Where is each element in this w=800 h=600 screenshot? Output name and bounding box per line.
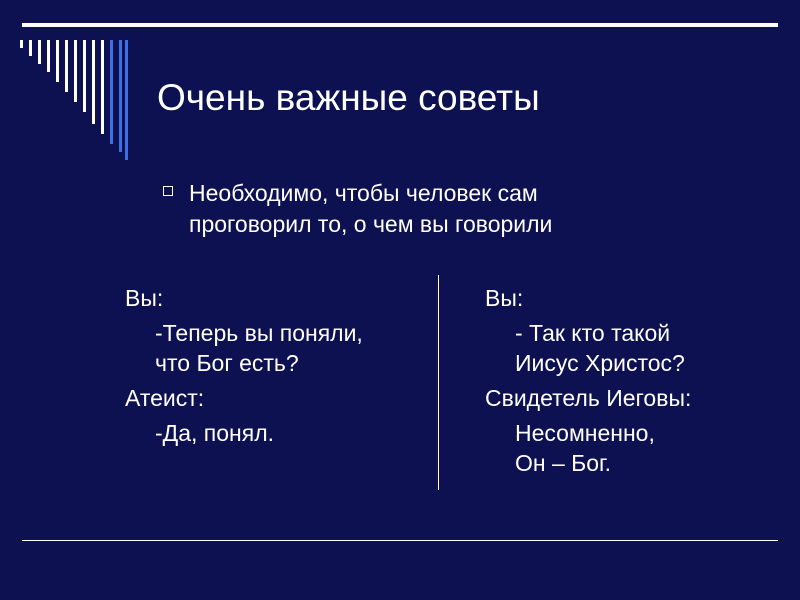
stripe xyxy=(29,40,32,56)
dialog-line: - Так кто такой Иисус Христос? xyxy=(515,320,685,376)
dialog-line: -Да, понял. xyxy=(155,420,275,446)
bullet-text: Необходимо, чтобы человек сам проговорил то, о чем вы говорили xyxy=(189,180,553,237)
stripe xyxy=(47,40,50,72)
stripe xyxy=(110,40,113,144)
stripe xyxy=(119,40,122,152)
column-divider xyxy=(438,275,439,490)
speaker-label: Вы: xyxy=(125,285,164,311)
stripe xyxy=(38,40,41,64)
stripe xyxy=(83,40,86,112)
dialog-line: -Теперь вы поняли, что Бог есть? xyxy=(155,320,363,376)
stripe xyxy=(125,40,128,160)
stripe xyxy=(101,40,104,134)
dialog-line: Несомненно, Он – Бог. xyxy=(515,420,655,476)
stripe xyxy=(92,40,95,124)
decorative-stripes xyxy=(0,0,140,170)
speaker-label: Атеист: xyxy=(125,385,205,411)
stripe xyxy=(74,40,77,102)
stripe xyxy=(65,40,68,92)
square-bullet-icon xyxy=(163,186,173,196)
stripe xyxy=(20,40,23,48)
slide-title: Очень важные советы xyxy=(157,77,540,118)
right-dialog xyxy=(485,283,775,483)
stripe xyxy=(56,40,59,82)
speaker-label: Вы: xyxy=(485,285,524,311)
speaker-label: Свидетель Иеговы: xyxy=(485,385,692,411)
bullet-item xyxy=(163,178,663,240)
left-dialog xyxy=(125,283,425,453)
bottom-rule xyxy=(22,540,778,541)
